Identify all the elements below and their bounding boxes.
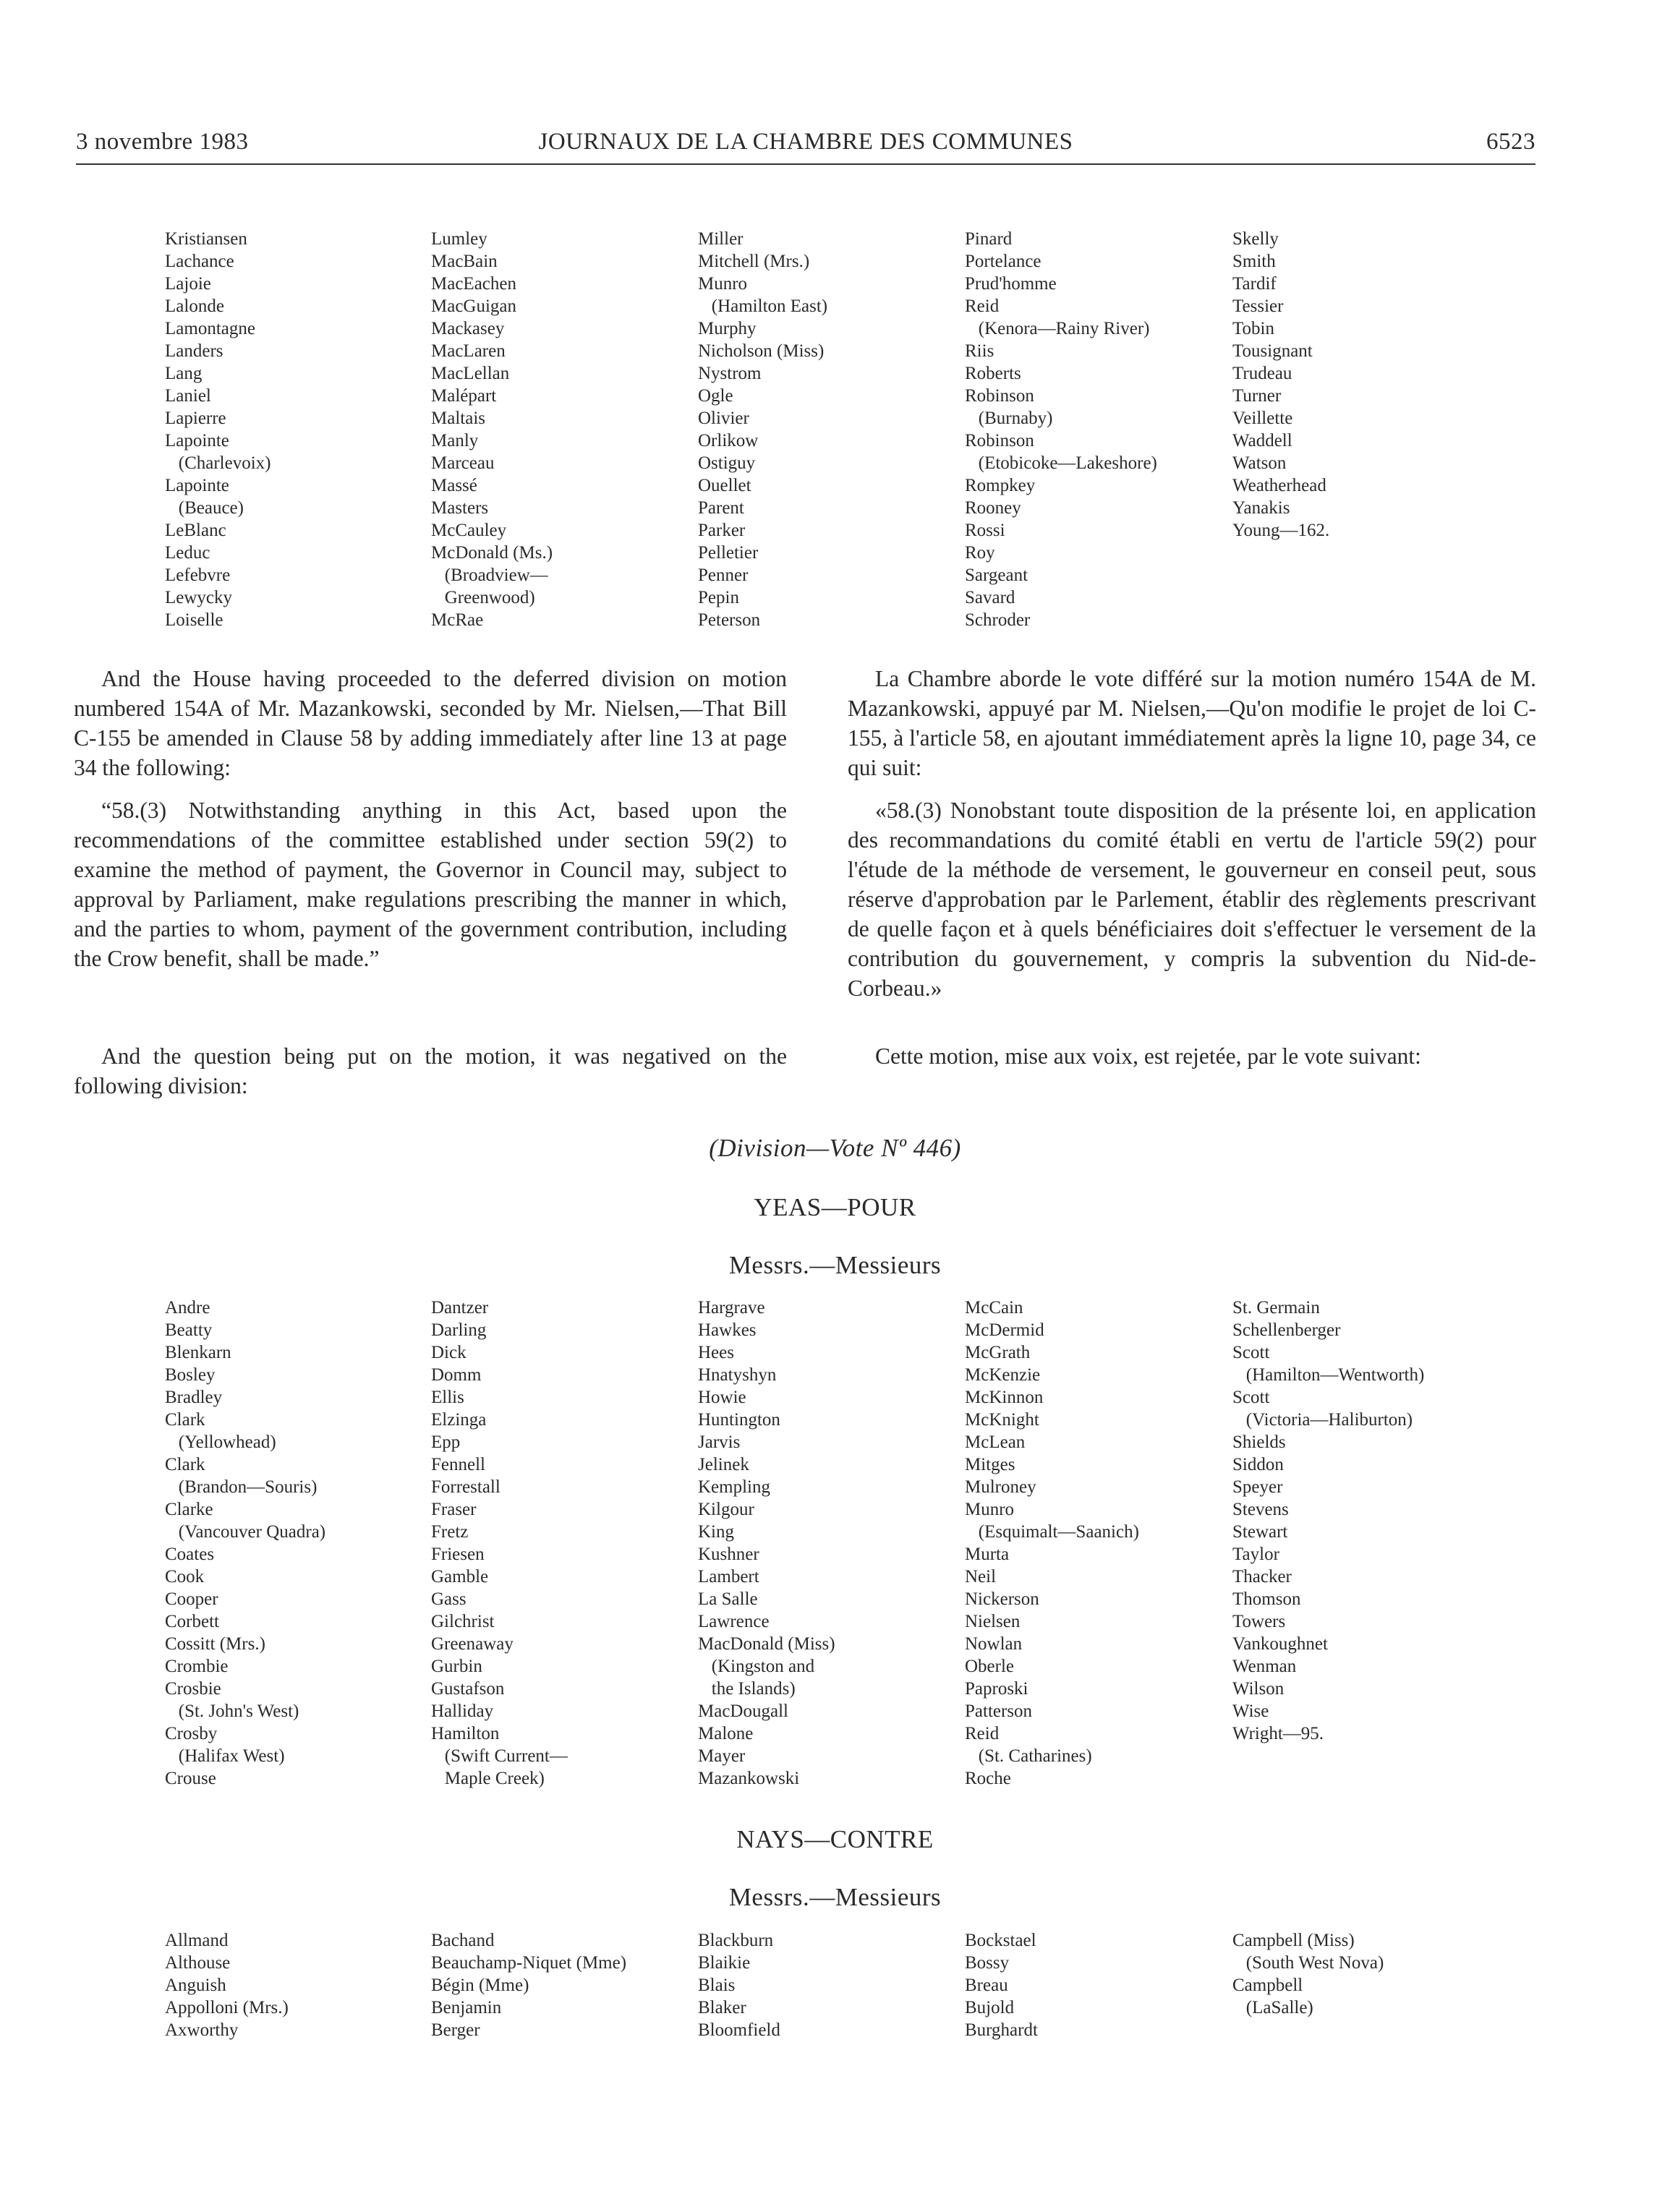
member-name: Oberle bbox=[965, 1657, 1015, 1676]
english-paragraph-motion: And the House having proceeded to the deferred division on motion numbered 154A of Mr. Mazankowski, seconded by Mr. Nielsen,—That Bill C-155 be amended in Clause 58 by adding immediately after line 13 at page 34 the following: bbox=[74, 666, 787, 780]
member-name: Gustafson bbox=[431, 1679, 505, 1699]
member-name: Beauchamp-Niquet (Mme) bbox=[431, 1953, 627, 1973]
member-name: McKenzie bbox=[965, 1365, 1041, 1385]
member-name: McKnight bbox=[965, 1410, 1039, 1430]
names-column bbox=[431, 1297, 568, 1790]
member-name: Lawrence bbox=[698, 1612, 770, 1631]
english-quoted-amendment: “58.(3) Notwithstanding anything in this Act, based upon the recommendations of the committee established under section 59(2) to examine the method of payment, the Governor in Council may, subject to approval by Parliament, make regulations prescribing the manner in which, and the parties to whom, payment of the government contribution, including the Crow benefit, shall be made.” bbox=[74, 798, 787, 971]
name-detail: (Halifax West) bbox=[165, 1746, 285, 1766]
member-name: Munro bbox=[965, 1500, 1015, 1519]
member-name: Clark bbox=[165, 1410, 205, 1430]
member-name: Bockstael bbox=[965, 1931, 1036, 1950]
member-name: Roche bbox=[965, 1769, 1011, 1788]
name-detail: (LaSalle) bbox=[1232, 1998, 1313, 2017]
member-name: Rooney bbox=[965, 498, 1021, 518]
member-name: Thacker bbox=[1232, 1567, 1292, 1587]
member-name: Leduc bbox=[165, 543, 210, 563]
member-name: Reid bbox=[965, 1724, 1000, 1743]
member-name: Appolloni (Mrs.) bbox=[165, 1998, 289, 2017]
member-name: Yanakis bbox=[1232, 498, 1290, 518]
member-name: MacLaren bbox=[431, 341, 506, 361]
member-name: Hawkes bbox=[698, 1320, 757, 1340]
name-detail: (Etobicoke—Lakeshore) bbox=[965, 453, 1157, 473]
member-name: Gilchrist bbox=[431, 1612, 495, 1631]
member-name: Dick bbox=[431, 1343, 467, 1362]
member-name: Fennell bbox=[431, 1455, 485, 1474]
member-name: Neil bbox=[965, 1567, 997, 1587]
member-name: Murphy bbox=[698, 319, 757, 338]
member-name: Savard bbox=[965, 588, 1015, 607]
member-name: Sargeant bbox=[965, 565, 1028, 585]
member-name: King bbox=[698, 1522, 734, 1542]
member-name: Hargrave bbox=[698, 1298, 765, 1318]
member-name: Massé bbox=[431, 476, 477, 495]
member-name: Berger bbox=[431, 2020, 480, 2040]
names-column bbox=[165, 1929, 289, 2041]
member-name: Skelly bbox=[1232, 229, 1279, 249]
member-name: Miller bbox=[698, 229, 744, 249]
member-name: Bradley bbox=[165, 1388, 223, 1407]
member-name: Fretz bbox=[431, 1522, 469, 1542]
member-name: Cooper bbox=[165, 1589, 218, 1609]
member-name: Thomson bbox=[1232, 1589, 1301, 1609]
member-name: Riis bbox=[965, 341, 994, 361]
member-name: Wright—95. bbox=[1232, 1724, 1324, 1743]
member-name: Mayer bbox=[698, 1746, 746, 1766]
names-column bbox=[431, 228, 553, 631]
member-name: Lewycky bbox=[165, 588, 233, 607]
member-name: Speyer bbox=[1232, 1477, 1283, 1497]
member-name: Huntington bbox=[698, 1410, 780, 1430]
name-detail: (Swift Current— bbox=[431, 1746, 568, 1766]
member-name: Beatty bbox=[165, 1320, 213, 1340]
member-name: Cossitt (Mrs.) bbox=[165, 1634, 265, 1654]
name-detail: (Kenora—Rainy River) bbox=[965, 319, 1150, 338]
member-name: Stewart bbox=[1232, 1522, 1288, 1542]
names-column bbox=[165, 228, 270, 631]
member-name: Taylor bbox=[1232, 1545, 1279, 1564]
member-name: Pepin bbox=[698, 588, 739, 607]
member-name: Campbell (Miss) bbox=[1232, 1931, 1355, 1950]
name-detail: Greenwood) bbox=[431, 588, 535, 607]
member-name: MacDonald (Miss) bbox=[698, 1634, 835, 1654]
member-name: Schroder bbox=[965, 610, 1031, 630]
member-name: Crosbie bbox=[165, 1679, 221, 1699]
names-column bbox=[698, 1297, 835, 1790]
member-name: Young—162. bbox=[1232, 521, 1330, 540]
member-name: Wenman bbox=[1232, 1657, 1297, 1676]
member-name: Gurbin bbox=[431, 1657, 482, 1676]
member-name: Epp bbox=[431, 1432, 461, 1452]
member-name: Bloomfield bbox=[698, 2020, 780, 2040]
member-name: Elzinga bbox=[431, 1410, 487, 1430]
member-name: Maltais bbox=[431, 409, 485, 428]
name-detail: Maple Creek) bbox=[431, 1769, 545, 1788]
member-name: MacEachen bbox=[431, 274, 516, 294]
member-name: Tardif bbox=[1232, 274, 1277, 294]
member-name: Bachand bbox=[431, 1931, 495, 1950]
member-name: Allmand bbox=[165, 1931, 229, 1950]
member-name: Orlikow bbox=[698, 431, 759, 450]
member-name: Breau bbox=[965, 1976, 1008, 1995]
member-name: Roberts bbox=[965, 364, 1021, 383]
member-name: Fraser bbox=[431, 1500, 477, 1519]
name-detail: (Charlevoix) bbox=[165, 453, 271, 473]
yeas-messrs-heading: Messrs.—Messieurs bbox=[728, 1251, 942, 1279]
member-name: Lefebvre bbox=[165, 565, 231, 585]
member-name: McDonald (Ms.) bbox=[431, 543, 553, 563]
names-column bbox=[1232, 1297, 1424, 1745]
name-detail: (Brandon—Souris) bbox=[165, 1477, 318, 1497]
member-name: Robinson bbox=[965, 431, 1034, 450]
member-name: Turner bbox=[1232, 386, 1282, 406]
member-name: Coates bbox=[165, 1545, 215, 1564]
member-name: Peterson bbox=[698, 610, 761, 630]
member-name: Jelinek bbox=[698, 1455, 749, 1474]
name-detail: (Esquimalt—Saanich) bbox=[965, 1522, 1139, 1542]
names-column bbox=[965, 1929, 1038, 2041]
names-column bbox=[1232, 1929, 1384, 2019]
member-name: Lajoie bbox=[165, 274, 211, 294]
french-paragraph-division: Cette motion, mise aux voix, est rejetée, par le vote suivant: bbox=[875, 1043, 1421, 1069]
member-name: McDermid bbox=[965, 1320, 1044, 1340]
member-name: Hnatyshyn bbox=[698, 1365, 777, 1385]
member-name: Mitchell (Mrs.) bbox=[698, 252, 810, 271]
member-name: Blackburn bbox=[698, 1931, 774, 1950]
member-name: Wilson bbox=[1232, 1679, 1285, 1699]
member-name: Stevens bbox=[1232, 1500, 1289, 1519]
member-name: Shields bbox=[1232, 1432, 1286, 1452]
names-column bbox=[965, 228, 1157, 631]
header-title: JOURNAUX DE LA CHAMBRE DES COMMUNES bbox=[538, 129, 1073, 155]
member-name: Masters bbox=[431, 498, 489, 518]
name-detail: (Vancouver Quadra) bbox=[165, 1522, 326, 1542]
member-name: Lachance bbox=[165, 252, 234, 271]
member-name: Scott bbox=[1232, 1343, 1270, 1362]
member-name: Munro bbox=[698, 274, 748, 294]
member-name: Penner bbox=[698, 565, 749, 585]
member-name: Lamontagne bbox=[165, 319, 255, 338]
member-name: Tousignant bbox=[1232, 341, 1313, 361]
name-detail: (Yellowhead) bbox=[165, 1432, 276, 1452]
member-name: Malone bbox=[698, 1724, 754, 1743]
member-name: Dantzer bbox=[431, 1298, 489, 1318]
member-name: Ogle bbox=[698, 386, 733, 406]
member-name: Mackasey bbox=[431, 319, 505, 338]
member-name: Weatherhead bbox=[1232, 476, 1326, 495]
member-name: Portelance bbox=[965, 252, 1041, 271]
member-name: La Salle bbox=[698, 1589, 758, 1609]
member-name: Trudeau bbox=[1232, 364, 1292, 383]
member-name: McGrath bbox=[965, 1343, 1031, 1362]
member-name: Benjamin bbox=[431, 1998, 502, 2017]
name-detail: (Hamilton East) bbox=[698, 296, 828, 316]
name-detail: (Kingston and bbox=[698, 1657, 815, 1676]
member-name: Bossy bbox=[965, 1953, 1010, 1973]
yeas-heading: YEAS—POUR bbox=[754, 1193, 916, 1221]
member-name: MacDougall bbox=[698, 1701, 788, 1721]
member-name: Hamilton bbox=[431, 1724, 500, 1743]
names-column bbox=[698, 228, 827, 631]
running-header bbox=[76, 126, 1535, 165]
member-name: Andre bbox=[165, 1298, 210, 1318]
member-name: Lumley bbox=[431, 229, 487, 249]
member-name: Lambert bbox=[698, 1567, 759, 1587]
name-detail: (Broadview— bbox=[431, 565, 548, 585]
member-name: McLean bbox=[965, 1432, 1026, 1452]
names-column bbox=[1232, 228, 1329, 542]
member-name: Kristiansen bbox=[165, 229, 247, 249]
member-name: Lang bbox=[165, 364, 203, 383]
member-name: Lalonde bbox=[165, 296, 224, 316]
member-name: Rompkey bbox=[965, 476, 1036, 495]
member-name: MacGuigan bbox=[431, 296, 517, 316]
member-name: Crouse bbox=[165, 1769, 216, 1788]
member-name: Corbett bbox=[165, 1612, 219, 1631]
member-name: Prud'homme bbox=[965, 274, 1057, 294]
member-name: Halliday bbox=[431, 1701, 494, 1721]
member-name: Hees bbox=[698, 1343, 734, 1362]
member-name: Axworthy bbox=[165, 2020, 239, 2040]
names-column bbox=[431, 1929, 626, 2041]
member-name: Nicholson (Miss) bbox=[698, 341, 825, 361]
member-name: Bégin (Mme) bbox=[431, 1976, 529, 1995]
name-detail: (Hamilton—Wentworth) bbox=[1232, 1365, 1425, 1385]
nays-heading: NAYS—CONTRE bbox=[736, 1825, 934, 1853]
member-name: Murta bbox=[965, 1545, 1010, 1564]
member-name: Friesen bbox=[431, 1545, 485, 1564]
member-name: Domm bbox=[431, 1365, 482, 1385]
member-name: Roy bbox=[965, 543, 995, 563]
member-name: Nielsen bbox=[965, 1612, 1021, 1631]
member-name: Robinson bbox=[965, 386, 1034, 406]
name-detail: (St. Catharines) bbox=[965, 1746, 1092, 1766]
member-name: Smith bbox=[1232, 252, 1276, 271]
member-name: Reid bbox=[965, 296, 1000, 316]
member-name: Rossi bbox=[965, 521, 1005, 540]
name-detail: the Islands) bbox=[698, 1679, 796, 1699]
member-name: Blais bbox=[698, 1976, 736, 1995]
member-name: St. Germain bbox=[1232, 1298, 1320, 1318]
member-name: Jarvis bbox=[698, 1432, 741, 1452]
member-name: Crosby bbox=[165, 1724, 218, 1743]
name-detail: (St. John's West) bbox=[165, 1701, 299, 1721]
member-name: McKinnon bbox=[965, 1388, 1044, 1407]
member-name: Pinard bbox=[965, 229, 1013, 249]
member-name: Anguish bbox=[165, 1976, 226, 1995]
member-name: Kushner bbox=[698, 1545, 759, 1564]
member-name: Mulroney bbox=[965, 1477, 1036, 1497]
member-name: Nowlan bbox=[965, 1634, 1023, 1654]
member-name: Mazankowski bbox=[698, 1769, 800, 1788]
member-name: Kilgour bbox=[698, 1500, 754, 1519]
member-name: Ostiguy bbox=[698, 453, 756, 473]
names-column bbox=[698, 1929, 780, 2041]
member-name: Mitges bbox=[965, 1455, 1015, 1474]
member-name: Blaker bbox=[698, 1998, 746, 2017]
member-name: Malépart bbox=[431, 386, 497, 406]
member-name: Landers bbox=[165, 341, 223, 361]
member-name: Cook bbox=[165, 1567, 205, 1587]
member-name: Crombie bbox=[165, 1657, 229, 1676]
name-detail: (South West Nova) bbox=[1232, 1953, 1384, 1973]
name-detail: (Beauce) bbox=[165, 498, 244, 518]
member-name: Wise bbox=[1232, 1701, 1269, 1721]
french-quoted-amendment: «58.(3) Nonobstant toute disposition de la présente loi, en application des recommandations du comité établi en vertu de l'article 59(2) pour l'étude de la méthode de versement, le gouverneur en conseil peut, sous réserve d'approbation par le Parlement, établir des règlements prescrivant de quelle façon et à quels bénéficiaires doit s'effectuer le versement de la contribution du gouvernement, y compris la subvention du Nid-de-Corbeau.» bbox=[848, 798, 1536, 1001]
member-name: Paproski bbox=[965, 1679, 1028, 1699]
member-name: Campbell bbox=[1232, 1976, 1303, 1995]
member-name: Gass bbox=[431, 1589, 467, 1609]
member-name: Clarke bbox=[165, 1500, 213, 1519]
member-name: Waddell bbox=[1232, 431, 1292, 450]
member-name: Greenaway bbox=[431, 1634, 514, 1654]
member-name: Vankoughnet bbox=[1232, 1634, 1328, 1654]
member-name: Ellis bbox=[431, 1388, 464, 1407]
member-name: Ouellet bbox=[698, 476, 751, 495]
division-title: (Division—Vote Nº 446) bbox=[709, 1134, 961, 1162]
member-name: Tobin bbox=[1232, 319, 1274, 338]
member-name: Veillette bbox=[1232, 409, 1293, 428]
member-name: MacLellan bbox=[431, 364, 510, 383]
member-name: Manly bbox=[431, 431, 479, 450]
member-name: Lapierre bbox=[165, 409, 226, 428]
member-name: Scott bbox=[1232, 1388, 1270, 1407]
member-name: Parker bbox=[698, 521, 746, 540]
member-name: Parent bbox=[698, 498, 744, 518]
member-name: Patterson bbox=[965, 1701, 1033, 1721]
member-name: Darling bbox=[431, 1320, 487, 1340]
name-detail: (Victoria—Haliburton) bbox=[1232, 1410, 1413, 1430]
member-name: LeBlanc bbox=[165, 521, 226, 540]
member-name: Tessier bbox=[1232, 296, 1284, 316]
member-name: Pelletier bbox=[698, 543, 759, 563]
member-name: Olivier bbox=[698, 409, 749, 428]
member-name: Nystrom bbox=[698, 364, 762, 383]
member-name: McCauley bbox=[431, 521, 507, 540]
member-name: Kempling bbox=[698, 1477, 770, 1497]
page-number: 6523 bbox=[1486, 129, 1535, 155]
member-name: Bujold bbox=[965, 1998, 1015, 2017]
member-name: Schellenberger bbox=[1232, 1320, 1341, 1340]
member-name: Loiselle bbox=[165, 610, 223, 630]
french-paragraph-motion: La Chambre aborde le vote différé sur la motion numéro 154A de M. Mazankowski, appuyé par M. Nielsen,—Qu'on modifie le projet de loi C-155, à l'article 58, en ajoutant immédiatement après la ligne 10, page 34, ce qui suit: bbox=[848, 666, 1536, 780]
member-name: Marceau bbox=[431, 453, 495, 473]
member-name: Laniel bbox=[165, 386, 211, 406]
member-name: Gamble bbox=[431, 1567, 489, 1587]
english-paragraph-division: And the question being put on the motion, it was negatived on the following division: bbox=[74, 1043, 787, 1098]
header-date: 3 novembre 1983 bbox=[76, 129, 249, 155]
names-column bbox=[165, 1297, 325, 1790]
member-name: McCain bbox=[965, 1298, 1023, 1318]
member-name: Lapointe bbox=[165, 431, 229, 450]
names-column bbox=[965, 1297, 1139, 1790]
member-name: Forrestall bbox=[431, 1477, 500, 1497]
member-name: MacBain bbox=[431, 252, 498, 271]
member-name: Howie bbox=[698, 1388, 746, 1407]
member-name: Lapointe bbox=[165, 476, 229, 495]
nays-messrs-heading: Messrs.—Messieurs bbox=[728, 1883, 942, 1911]
member-name: Bosley bbox=[165, 1365, 216, 1385]
member-name: Nickerson bbox=[965, 1589, 1039, 1609]
member-name: McRae bbox=[431, 610, 484, 630]
member-name: Burghardt bbox=[965, 2020, 1038, 2040]
member-name: Blaikie bbox=[698, 1953, 751, 1973]
member-name: Blenkarn bbox=[165, 1343, 231, 1362]
member-name: Althouse bbox=[165, 1953, 231, 1973]
member-name: Siddon bbox=[1232, 1455, 1284, 1474]
member-name: Towers bbox=[1232, 1612, 1286, 1631]
name-detail: (Burnaby) bbox=[965, 409, 1053, 428]
member-name: Watson bbox=[1232, 453, 1287, 473]
member-name: Clark bbox=[165, 1455, 205, 1474]
